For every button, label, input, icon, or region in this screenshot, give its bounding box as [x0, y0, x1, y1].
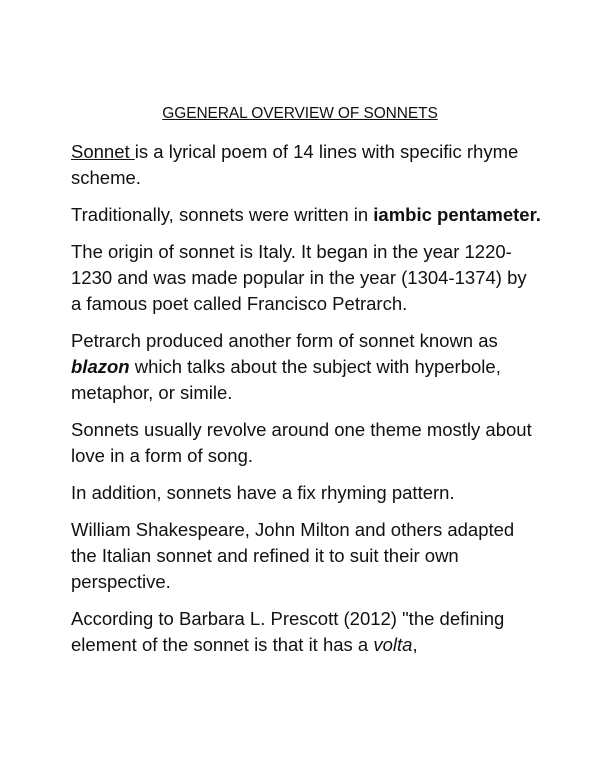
sonnet-definition-text: is a lyrical poem of 14 lines with specific rhyme scheme.: [71, 141, 519, 188]
term-sonnet: Sonnet: [71, 141, 135, 162]
blazon-rest-text: which talks about the subject with hyperbole, metaphor, or simile.: [71, 356, 501, 403]
paragraph-sonnet-definition: [71, 139, 541, 191]
paragraph-iambic: [71, 202, 541, 228]
document-title: GGENERAL OVERVIEW OF SONNETS: [162, 105, 438, 122]
prescott-tail-text: ,: [412, 634, 418, 655]
prescott-lead-text: According to Barbara L. Prescott (2012) "the defining element of the sonnet is that it has a: [71, 608, 505, 655]
iambic-text: Traditionally, sonnets were written in: [71, 204, 374, 225]
document-body: [71, 139, 541, 669]
term-volta: volta: [373, 634, 413, 655]
paragraph-origin: The origin of sonnet is Italy. It began in the year 1220-1230 and was made popular in the year (1304-1374) by a famous poet called Francisco Petrarch.: [71, 241, 527, 314]
paragraph-shakespeare: William Shakespeare, John Milton and others adapted the Italian sonnet and refined it to suit their own perspective.: [71, 519, 515, 592]
paragraph-theme: Sonnets usually revolve around one theme mostly about love in a form of song.: [71, 419, 532, 466]
blazon-lead-text: Petrarch produced another form of sonnet known as: [71, 330, 498, 351]
paragraph-prescott: [71, 606, 541, 658]
paragraph-rhyming-pattern: In addition, sonnets have a fix rhyming pattern.: [71, 482, 455, 503]
term-iambic-pentameter: iambic pentameter.: [373, 204, 541, 225]
paragraph-blazon: [71, 328, 541, 406]
term-blazon: blazon: [71, 356, 130, 377]
